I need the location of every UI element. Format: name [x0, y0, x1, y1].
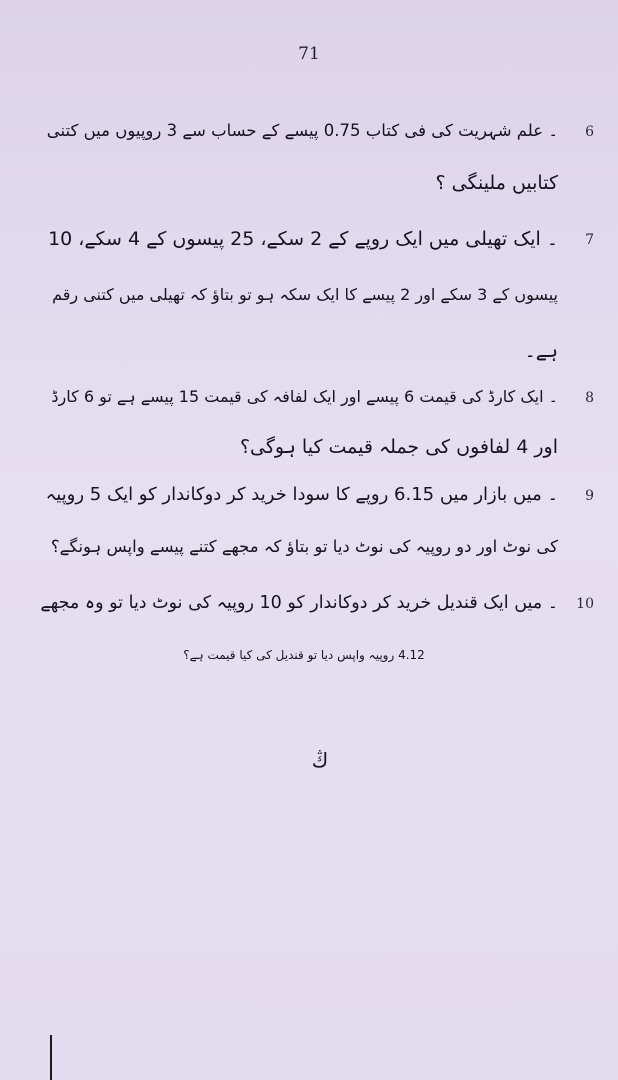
question-line: 4.12 روپیہ واپس دیا تو قندیل کی کیا قیمت ہے؟	[183, 648, 425, 662]
question-number: 7	[585, 232, 594, 248]
question-8	[40, 384, 608, 464]
question-7	[40, 226, 608, 366]
question-line: ہے۔	[524, 340, 558, 362]
end-mark: ﯓ	[311, 748, 329, 772]
question-line: ۔ ایک کارڈ کی قیمت 6 پیسے اور ایک لفافہ کی قیمت 15 پیسے ہے تو 6 کارڈ	[51, 387, 558, 406]
question-line: پیسوں کے 3 سکے اور 2 پیسے کا ایک سکہ ہو تو بتاؤ کہ تھیلی میں کتنی رقم	[52, 285, 558, 304]
question-9	[40, 482, 608, 562]
question-line: اور 4 لفافوں کی جملہ قیمت کیا ہوگی؟	[239, 436, 558, 458]
question-10	[40, 590, 608, 680]
question-number: 6	[585, 124, 594, 140]
question-6	[40, 118, 608, 208]
question-number: 10	[576, 596, 594, 612]
question-line: ۔ ایک تھیلی میں ایک روپے کے 2 سکے، 25 پیسوں کے 4 سکے، 10	[48, 228, 558, 250]
question-line: ۔ میں بازار میں 6.15 روپے کا سودا خرید کر دوکاندار کو ایک 5 روپیہ	[45, 484, 558, 505]
question-number: 9	[585, 488, 594, 504]
question-line: ۔ میں ایک قندیل خرید کر دوکاندار کو 10 روپیہ کی نوٹ دیا تو وہ مجھے	[40, 593, 558, 613]
margin-rule	[50, 1035, 52, 1080]
question-line: ۔ علم شہریت کی فی کتاب 0.75 پیسے کے حساب سے 3 روپیوں میں کتنی	[46, 121, 558, 140]
question-line: کی نوٹ اور دو روپیہ کی نوٹ دیا تو بتاؤ کہ مجھے کتنے پیسے واپس ہونگے؟	[50, 537, 558, 556]
page-number: 71	[298, 44, 320, 64]
question-number: 8	[585, 390, 594, 406]
question-line: کتابیں ملینگی ؟	[435, 172, 558, 194]
